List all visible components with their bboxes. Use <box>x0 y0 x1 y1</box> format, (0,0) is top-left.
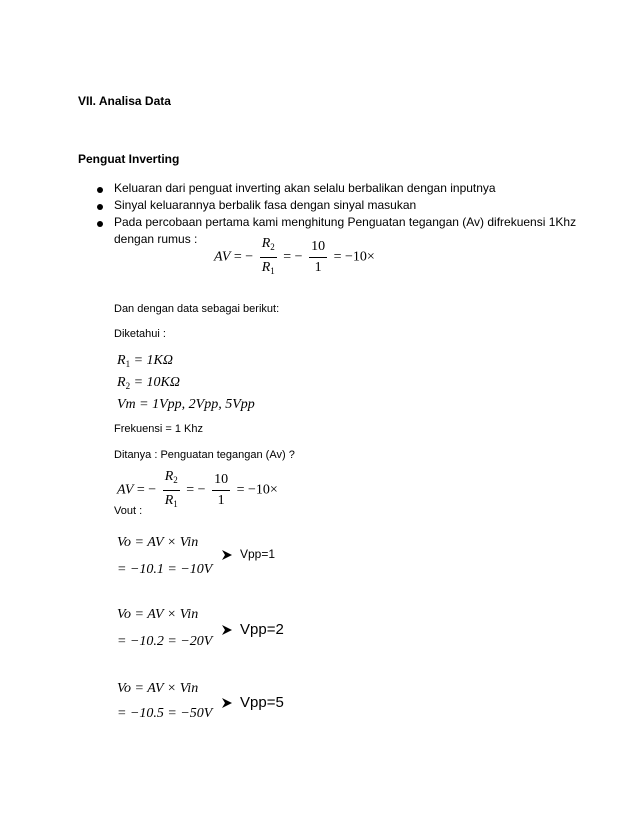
fraction-r2-r1 <box>163 469 180 512</box>
formula-eq: = − <box>136 482 157 498</box>
formula-lhs: AV <box>214 249 231 265</box>
r1-subscript: 1 <box>173 499 178 509</box>
calc-line: Vo = AV × Vin <box>117 535 199 550</box>
r2-subscript: 2 <box>173 475 178 485</box>
r2-symbol: R <box>117 375 126 390</box>
r2-subscript: 2 <box>125 381 131 391</box>
bullet-item: Sinyal keluarannya berbalik fasa dengan sinyal masukan <box>114 198 417 212</box>
calc-result: = −10.2 = −20V <box>117 634 213 649</box>
calc-label: Vpp=2 <box>240 621 284 638</box>
fraction-r2-r1 <box>260 236 277 279</box>
calc-line: Vo = AV × Vin <box>117 607 199 622</box>
r1-subscript: 1 <box>125 359 131 369</box>
bullet-item: Pada percobaan pertama kami menghitung Penguatan tegangan (Av) difrekuensi 1Khz <box>114 215 577 229</box>
fraction-denominator: 1 <box>217 493 225 508</box>
given-r2 <box>117 375 180 391</box>
r2-symbol: R <box>261 236 271 251</box>
section-heading: VII. Analisa Data <box>78 94 171 108</box>
calc-label-row <box>222 547 275 561</box>
calc-result: = −10.5 = −50V <box>117 706 213 721</box>
fraction-10-1 <box>309 239 327 276</box>
fraction-denominator: 1 <box>314 260 322 275</box>
formula-result: = −10× <box>236 482 278 498</box>
calc-line: Vo = AV × Vin <box>117 681 199 696</box>
arrowhead-bullet-icon <box>222 698 232 708</box>
r2-value: = 10KΩ <box>133 375 180 390</box>
ditanya-text: Ditanya : Penguatan tegangan (Av) ? <box>114 449 295 461</box>
formula-eq2: = − <box>283 249 303 265</box>
fraction-numerator: 10 <box>309 239 327 258</box>
diketahui-label: Diketahui : <box>114 328 166 340</box>
arrowhead-bullet-icon <box>222 625 232 635</box>
bullet-item-continued: dengan rumus : <box>114 232 198 246</box>
r2-symbol: R <box>164 469 174 484</box>
r1-symbol: R <box>261 260 271 275</box>
arrowhead-bullet-icon <box>222 550 232 560</box>
formula-eq2: = − <box>186 482 206 498</box>
bullet-item: Keluaran dari penguat inverting akan selalu berbalikan dengan inputnya <box>114 181 496 195</box>
calc-label-row <box>222 694 284 711</box>
r2-subscript: 2 <box>270 242 275 252</box>
calc-label: Vpp=5 <box>240 694 284 711</box>
formula-lhs: AV <box>117 482 134 498</box>
r1-value: = 1KΩ <box>133 353 173 368</box>
given-vm: Vm = 1Vpp, 2Vpp, 5Vpp <box>117 397 255 412</box>
formula-eq: = − <box>233 249 254 265</box>
gain-formula <box>214 236 375 279</box>
vout-label: Vout : <box>114 505 143 517</box>
r1-subscript: 1 <box>270 266 275 276</box>
bullet-dot <box>97 204 103 210</box>
fraction-10-1 <box>212 472 230 509</box>
r1-symbol: R <box>117 353 126 368</box>
given-r1 <box>117 353 173 369</box>
formula-result: = −10× <box>333 249 375 265</box>
calc-label: Vpp=1 <box>240 547 276 561</box>
r1-symbol: R <box>164 493 174 508</box>
intro-text: Dan dengan data sebagai berikut: <box>114 303 280 315</box>
fraction-numerator: 10 <box>212 472 230 491</box>
bullet-dot <box>97 187 103 193</box>
bullet-dot <box>97 221 103 227</box>
calc-result: = −10.1 = −10V <box>117 562 213 577</box>
frekuensi-text: Frekuensi = 1 Khz <box>114 423 203 435</box>
subheading: Penguat Inverting <box>78 152 180 166</box>
calc-label-row <box>222 621 284 638</box>
